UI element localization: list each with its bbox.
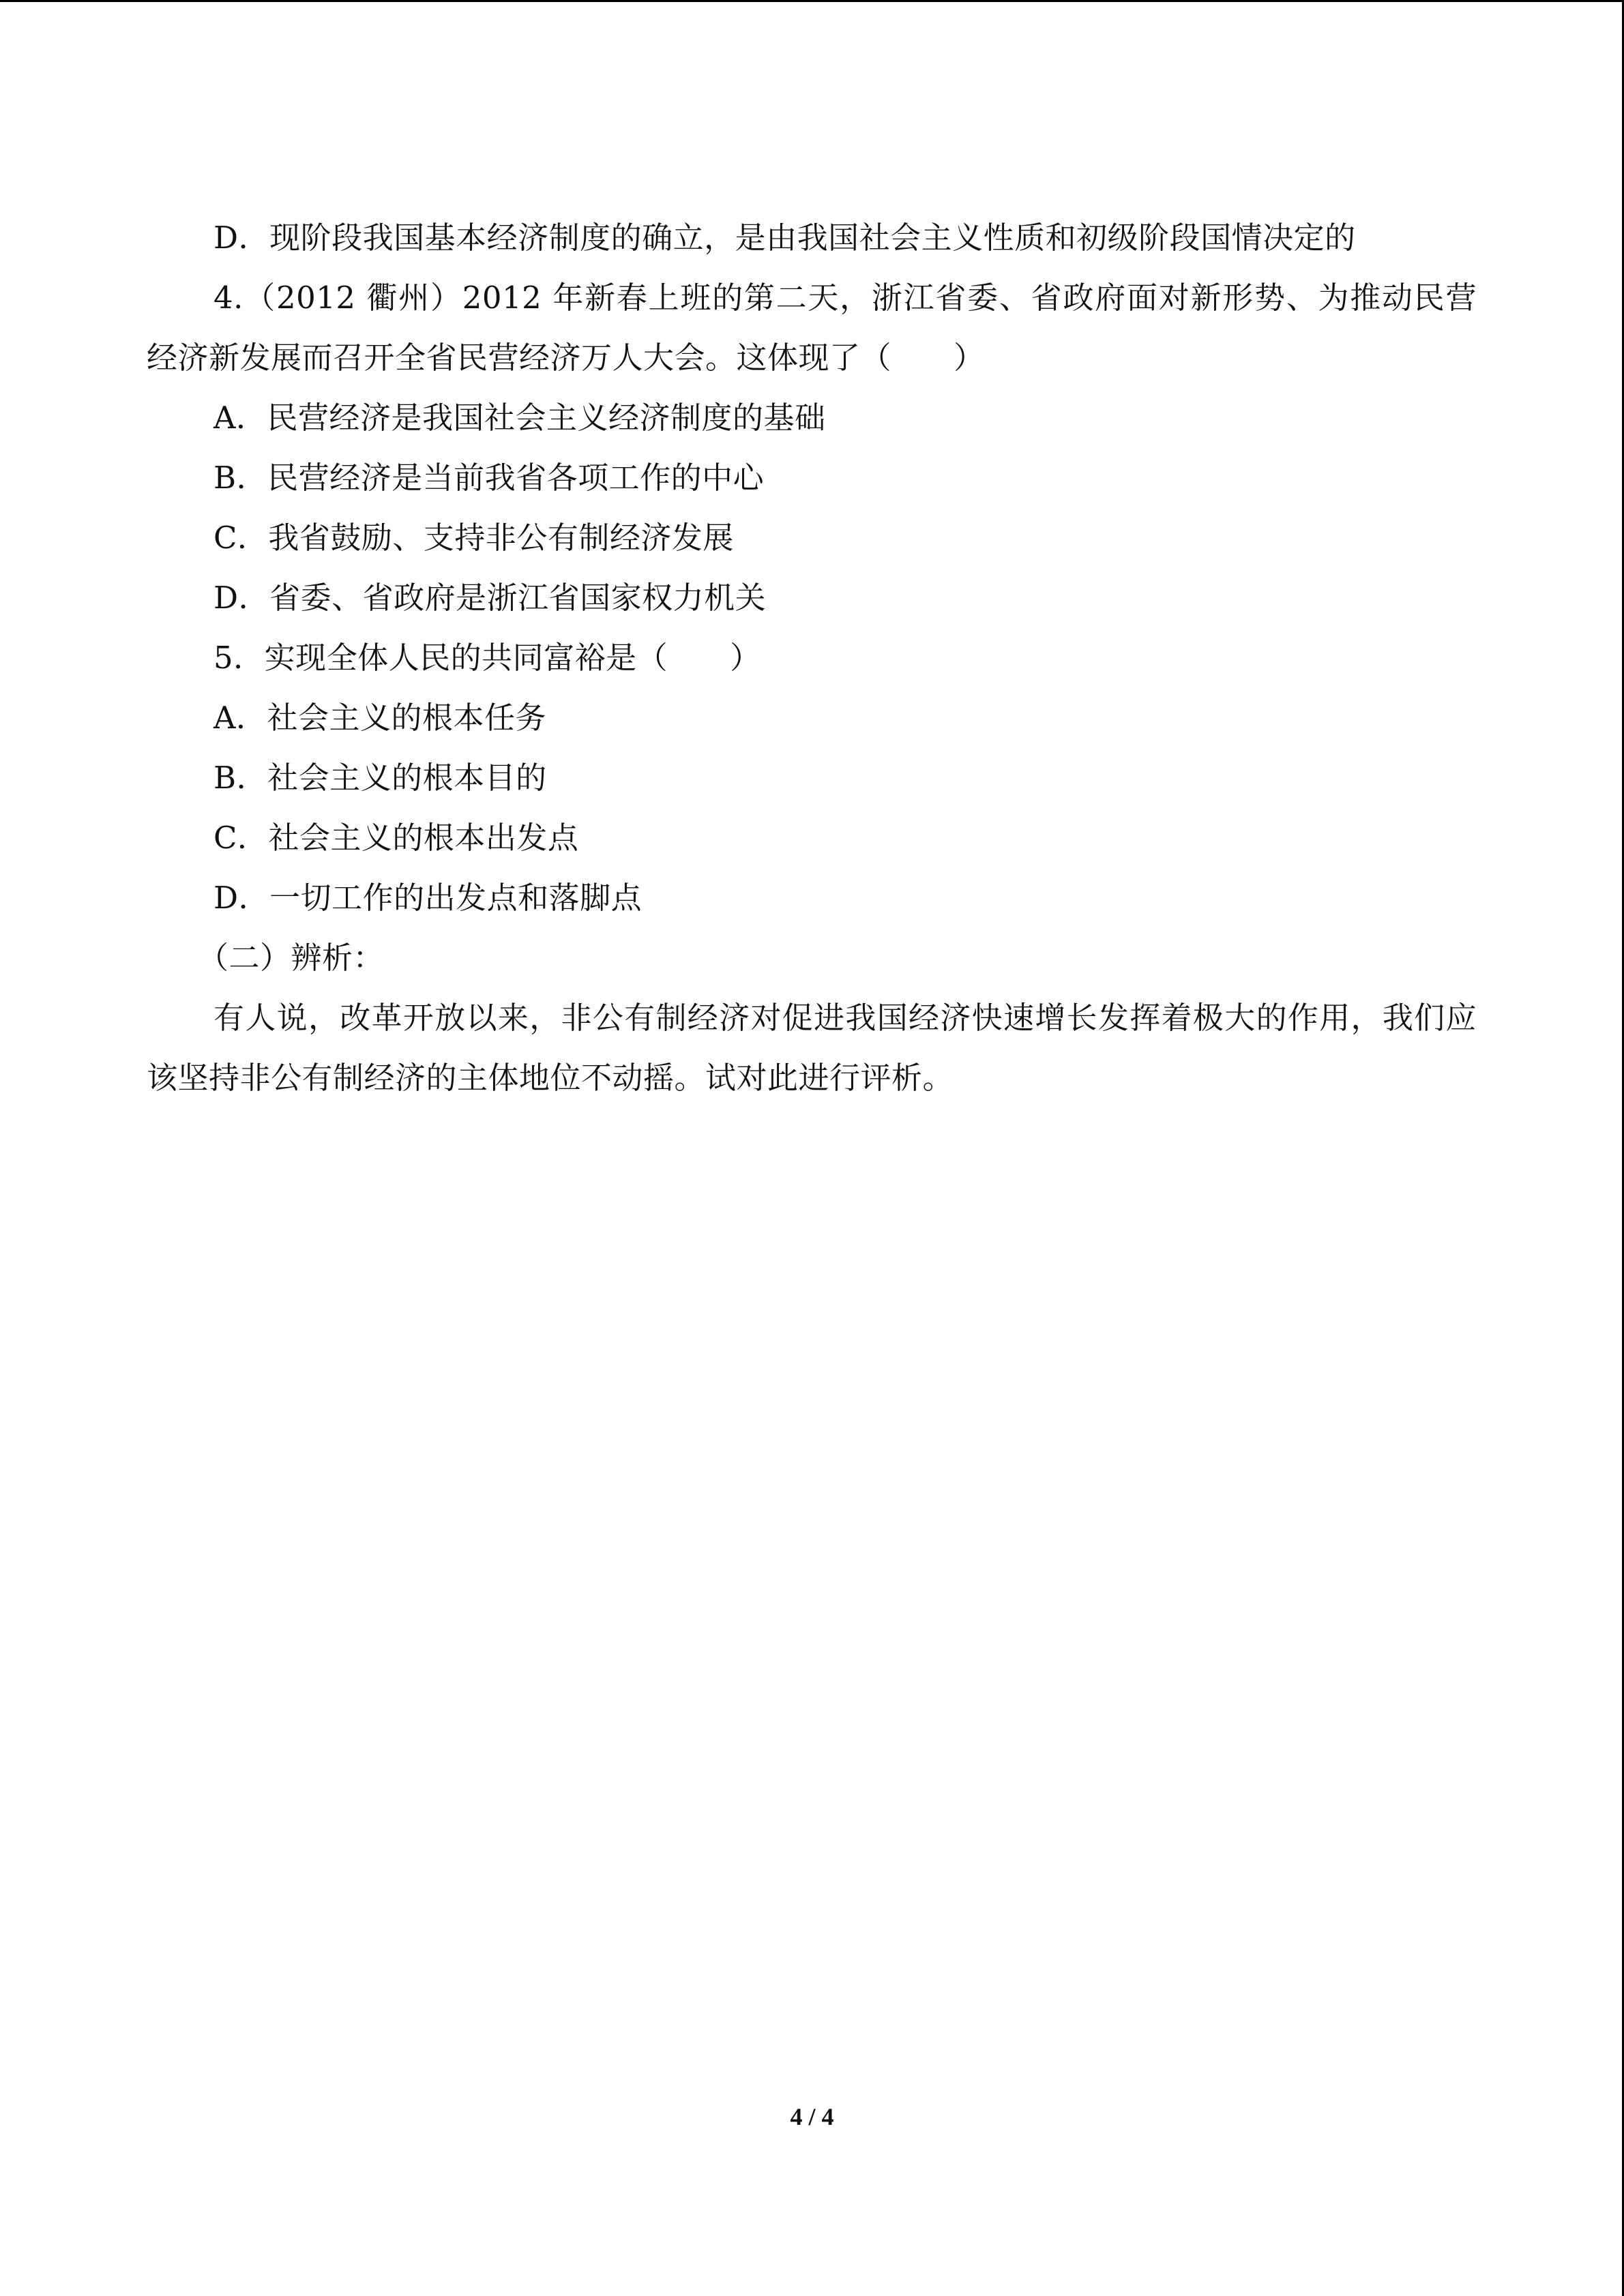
page-number: 4 / 4 (790, 2103, 834, 2130)
q4-option-b: B．民营经济是当前我省各项工作的中心 (213, 460, 765, 496)
q5-option-b: B．社会主义的根本目的 (213, 760, 547, 796)
q4-option-d: D．省委、省政府是浙江省国家权力机关 (213, 580, 767, 616)
q5-option-c: C．社会主义的根本出发点 (213, 820, 579, 856)
question-4-stem: 4.（2012 衢州）2012 年新春上班的第二天，浙江省委、省政府面对新形势、为推动民营经济新发展而召开全省民营经济万人大会。这体现了（ ） (147, 280, 1477, 376)
q5-option-d: D．一切工作的出发点和落脚点 (213, 880, 643, 916)
question-5-stem: 5．实现全体人民的共同富裕是（ ） (213, 640, 761, 676)
q5-option-a: A．社会主义的根本任务 (213, 700, 546, 736)
document-body (147, 208, 1477, 1108)
q3-option-d: D．现阶段我国基本经济制度的确立，是由我国社会主义性质和初级阶段国情决定的 (213, 220, 1356, 256)
q4-option-a: A．民营经济是我国社会主义经济制度的基础 (213, 400, 826, 436)
q4-option-c: C．我省鼓励、支持非公有制经济发展 (213, 520, 734, 556)
page-border-top (0, 0, 1624, 2)
section-heading-analysis: （二）辨析： (198, 940, 385, 976)
analysis-question: 有人说，改革开放以来，非公有制经济对促进我国经济快速增长发挥着极大的作用，我们应该坚持非公有制经济的主体地位不动摇。试对此进行评析。 (147, 1000, 1477, 1096)
